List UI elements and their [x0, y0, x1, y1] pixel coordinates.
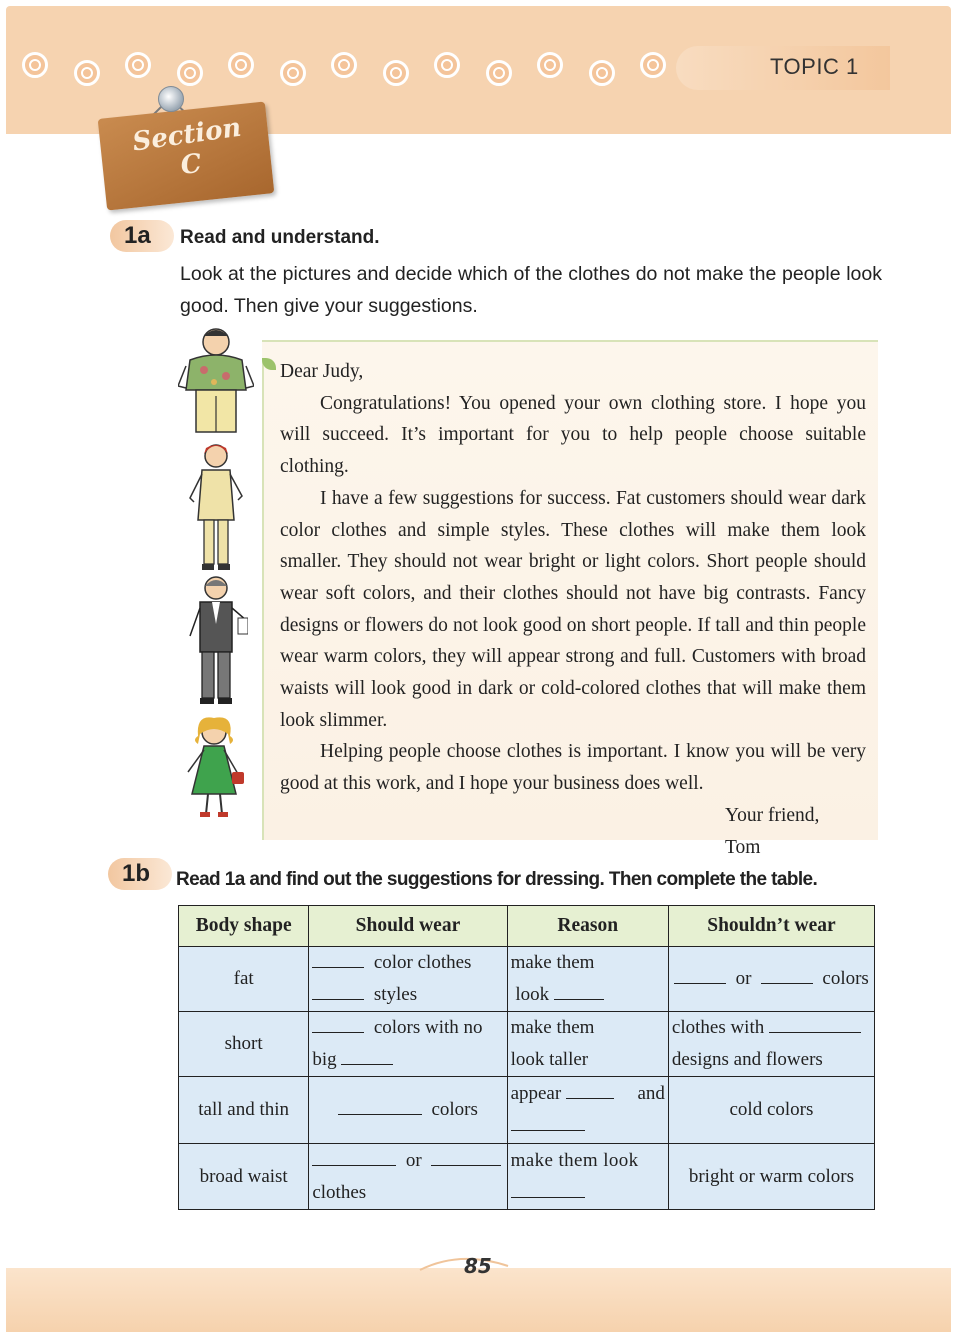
cell-reason — [507, 947, 668, 1012]
cell-text: or — [405, 1149, 422, 1171]
task-1a-instruction: Look at the pictures and decide which of the clothes do not make the people look good. Then give your suggestions. — [180, 263, 882, 317]
cell-text: or — [735, 968, 752, 989]
cell-shape: fat — [179, 947, 309, 1012]
answer-blank[interactable] — [674, 965, 726, 984]
ring-icon — [434, 52, 460, 78]
answer-blank[interactable] — [511, 1112, 585, 1131]
cell-shape: broad waist — [179, 1144, 309, 1210]
cell-shouldnt-wear: bright or warm colors — [668, 1144, 874, 1210]
table-row — [179, 1077, 875, 1144]
letter-signature: Tom — [725, 836, 761, 858]
task-badge-1b: 1b — [108, 858, 172, 890]
letter-border-left — [262, 360, 264, 840]
letter-greeting: Dear Judy, — [280, 361, 364, 382]
cell-shouldnt-wear — [668, 1012, 874, 1077]
cell-shape: short — [179, 1012, 309, 1077]
cartoon-fat-man-icon — [178, 326, 254, 438]
answer-blank[interactable] — [769, 1014, 861, 1033]
pin-icon — [158, 86, 184, 112]
ring-icon — [537, 52, 563, 78]
letter-closing: Your friend, — [725, 804, 820, 826]
cell-text: make them look — [510, 1149, 639, 1171]
ring-icon — [22, 52, 48, 78]
topic-label: TOPIC 1 — [770, 54, 859, 79]
section-word: Section — [130, 112, 244, 158]
ring-icon — [589, 60, 615, 86]
cell-text: styles — [373, 984, 418, 1005]
task-badge-1a: 1a — [110, 220, 174, 252]
cell-shouldnt-wear — [668, 947, 874, 1012]
header-shouldnt-wear: Shouldn’t wear — [668, 906, 874, 947]
cartoon-woman-suit-icon — [188, 440, 244, 572]
cell-text: big — [312, 1049, 337, 1070]
cell-should-wear — [309, 947, 507, 1012]
answer-blank[interactable] — [566, 1080, 614, 1099]
cell-reason — [507, 1012, 668, 1077]
ring-icon — [486, 60, 512, 86]
cell-text: appear — [510, 1083, 562, 1104]
cell-shouldnt-wear: cold colors — [668, 1077, 874, 1144]
binder-rings — [0, 48, 690, 88]
answer-blank[interactable] — [554, 981, 604, 1000]
cell-text: colors — [431, 1099, 478, 1120]
answer-blank[interactable] — [431, 1147, 501, 1166]
cartoon-girl-green-dress-icon — [184, 714, 246, 818]
answer-blank[interactable] — [312, 949, 364, 968]
table-row — [179, 1012, 875, 1077]
ring-icon — [125, 52, 151, 78]
cell-should-wear — [309, 1012, 507, 1077]
ring-icon — [177, 60, 203, 86]
cell-text: designs and flowers — [671, 1049, 823, 1070]
answer-blank[interactable] — [312, 981, 364, 1000]
cell-text: look taller — [510, 1049, 589, 1070]
cell-text: colors — [822, 968, 869, 989]
cell-text: make them — [510, 952, 595, 973]
cell-text: clothes — [312, 1181, 367, 1203]
letter — [280, 356, 866, 863]
answer-blank[interactable] — [341, 1046, 393, 1065]
cell-should-wear — [309, 1077, 507, 1144]
answer-blank[interactable] — [338, 1096, 422, 1115]
cell-text: make them — [510, 1017, 595, 1038]
task-1a-title: Read and understand. — [180, 227, 380, 248]
ring-icon — [383, 60, 409, 86]
answer-blank[interactable] — [511, 1179, 585, 1198]
table-row — [179, 947, 875, 1012]
letter-border-top — [262, 340, 878, 342]
section-letter: C — [178, 148, 204, 182]
cell-should-wear — [309, 1144, 507, 1210]
letter-paragraph: Helping people choose clothes is important. I know you will be very good at this work, and I hope your business does well. — [280, 741, 866, 795]
ring-icon — [74, 60, 100, 86]
header-should-wear: Should wear — [309, 906, 507, 947]
header-reason: Reason — [507, 906, 668, 947]
table-row — [179, 1144, 875, 1210]
task-1b-title: Read 1a and find out the suggestions for dressing. Then complete the table. — [176, 869, 818, 890]
cell-text: colors with no — [373, 1017, 483, 1038]
ring-icon — [280, 60, 306, 86]
suggestions-table — [178, 905, 875, 1210]
cell-text: and — [637, 1083, 665, 1104]
cell-reason — [507, 1077, 668, 1144]
cell-text: look — [515, 984, 550, 1005]
ring-icon — [331, 52, 357, 78]
header-body-shape: Body shape — [179, 906, 309, 947]
answer-blank[interactable] — [312, 1147, 396, 1166]
cell-text: clothes with — [671, 1017, 765, 1038]
table-header-row — [179, 906, 875, 947]
swoosh-icon — [410, 1244, 510, 1274]
answer-blank[interactable] — [761, 965, 813, 984]
cell-shape: tall and thin — [179, 1077, 309, 1144]
letter-paragraph: Congratulations! You opened your own clothing store. I hope you will succeed. It’s important for you to help people choose suitable clothing. — [280, 392, 866, 478]
answer-blank[interactable] — [312, 1014, 364, 1033]
letter-paragraph: I have a few suggestions for success. Fat customers should wear dark color clothes and simple styles. These clothes will make them look smaller. They should not wear bright or light colors. Short people should wear soft colors, and their clothes should not have big contrasts. Fancy designs or flowers do not look good on short people. If tall and thin people wear warm colors, they will appear strong and full. Customers with broad waists will look good in dark or cold-colored clothes that will make them look slimmer. — [280, 487, 866, 731]
cell-text: color clothes — [373, 952, 472, 973]
page-number: 85 — [464, 1254, 492, 1278]
cell-reason — [507, 1144, 668, 1210]
cartoon-man-tie-icon — [188, 574, 248, 706]
ring-icon — [640, 52, 666, 78]
ring-icon — [228, 52, 254, 78]
